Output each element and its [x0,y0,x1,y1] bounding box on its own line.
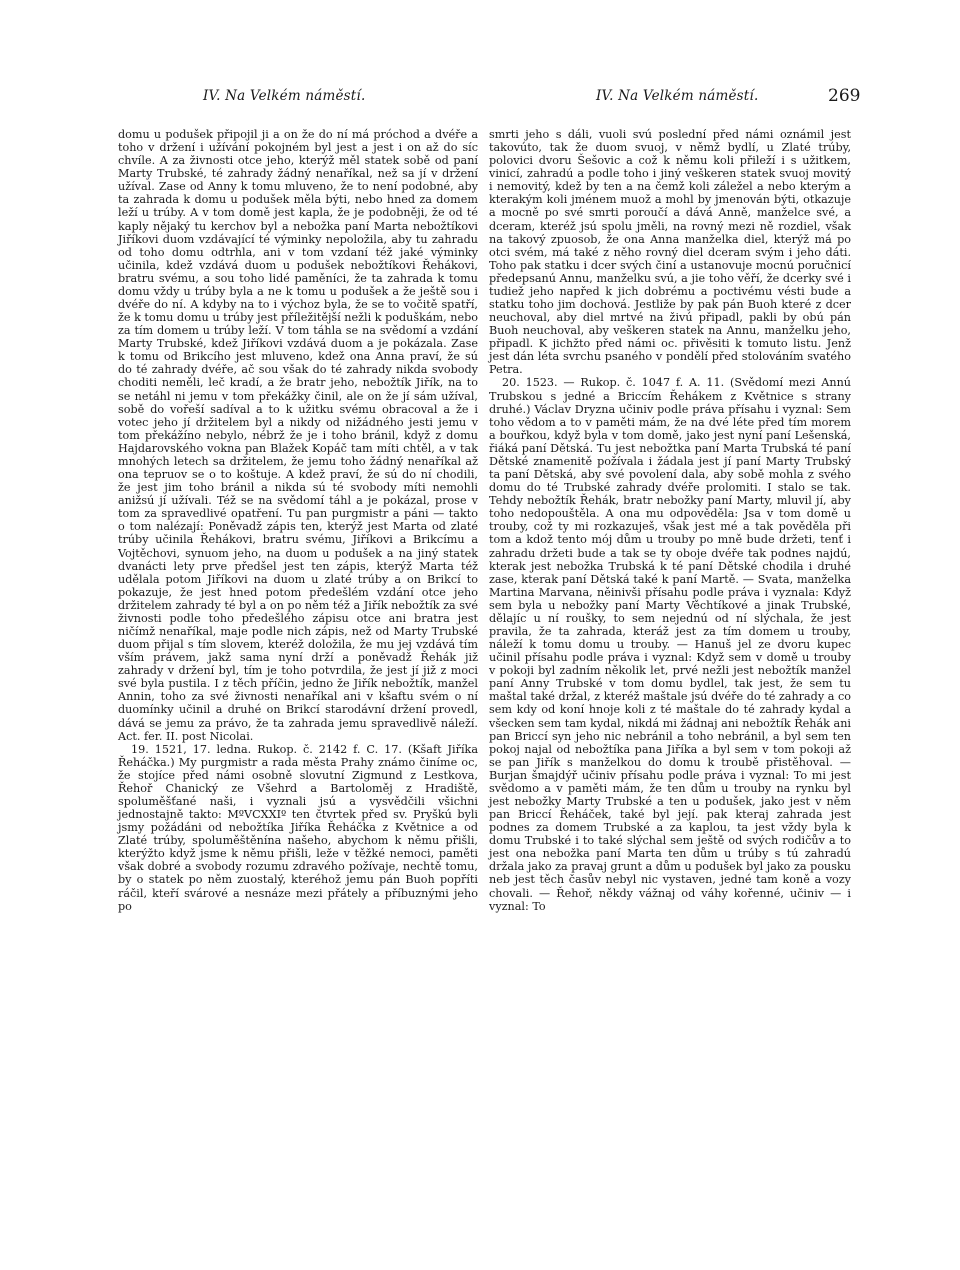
right-text-column [489,128,851,913]
left-text-column [118,128,478,913]
running-head-left: IV. Na Velkém náměstí. [203,88,366,104]
running-head-right: IV. Na Velkém náměstí. [596,88,759,104]
paragraph: 20. 1523. — Rukop. č. 1047 f. A. 11. (Svědomí mezi Annú Trubskou s jedné a Briccím Řehákem z Květnice s strany druhé.) Václav Dryzna učiniv podle práva přísahu i vyznal: Sem toho vědom a to v paměti mám, že na dvé léte před tím morem a bouřkou, když byla v tom domě, jako jest nyní paní Lešenská, řiáká paní Dětská. Tu jest nebožtka paní Marta Trubská té paní Dětské znamenitě požívala i žádala jest jí paní Marty Trubský ta paní Dětská, aby své povolení dala, aby sobě mohla z svého domu do té Trubské zahrady dvéře prolomiti. I stalo se tak. Tehdy nebožtík Řehák, bratr nebožky paní Marty, mluvil jí, aby toho nedopouštěla. A ona mu odpověděla: Jsa v tom domě u trouby, což ty mi rozkazuješ, však jest mé a tak pověděla při tom a kdož tento mój dům u trouby po mně bude držeti, tenť i zahradu držeti bude a tak se ty oboje dvéře tak podnes najdú, kterak jest nebožka Trubská k té paní Dětské chodila i druhé zase, kterak paní Dětská také k paní Martě. — Svata, manželka Martina Marvana, něinivši přísahu podle práva i vyznala: Když sem byla u nebožky paní Marty Věchtíkové a jinak Trubské, dělajíc u ní roušky, to sem nejednú od ní slýchala, že jest pravila, že ta zahrada, kteráž jest za tím domem u trouby, náleží k tomu domu u trouby. — Hanuš jel ze dvoru kupec učinil přísahu podle práva i vyznal: Když sem v domě u trouby v pokoji byl zadním několik let, prvé nežli jest nebožtík manžel paní Anny Trubské v tom domu bydlel, tak jest, že sem tu maštal také držal, z kteréž maštale jsú dvéře do té zahrady a co sem kdy od koní hnoje koli z té maštale do té zahrady kydal a všecken sem tam kydal, nikdá mi žádnaj ani nebožtík Řehák ani pan Briccí syn jeho nic nebránil a toho nebránil, a byl sem ten pokoj najal od nebožtíka pana Jiříka a byl sem v tom pokoji až se pan Jiřík s manželkou do domu k troubě přistěhoval. — Burjan šmajdýř učiniv přísahu podle práva i vyznal: To mi jest svědomo a v paměti mám, že ten dům u trouby na rynku byl jest nebožky Marty Trubské a ten u podušek, jako jest v něm pan Briccí Řeháček, také byl její. pak kteraj zahrada jest podnes za domem Trubské a za kaplou, ta jest vždy byla k domu Trubské i to také slýchal sem ještě od svých rodičův a to jest ona nebožka paní Marta ten dům u trúby s tú zahradú držala jako za pravaj grunt a dům u podušek byl jako za pousku neb jest těch časův nebyl nic vystaven, jedné tam koně a vozy chovali. — Řehoř, někdy vážnaj od váhy kořenné, učiniv — i vyznal: To [489,376,851,913]
paragraph: domu u podušek připojil ji a on že do ní má próchod a dvéře a toho v držení i užívání pokojném byl jest a jest i on až do síc chvíle. A za živnosti otce jeho, kterýž měl statek sobě od paní Marty Trubské, té zahrady žádný nenaříkal, než sa jí v držení užíval. Zase od Anny k tomu mluveno, že to není podobné, aby ta zahrada k domu u podušek měla býti, nebo hned za domem leží u trúby. A v tom domě jest kapla, že je podobněji, že od té kaply nějaký tu kerchov byl a nebožka paní Marta nebožtíkovi Jiříkovi duom vzdávající té výminky nepoložila, aby tu zahradu od toho domu odtrhla, ani v tom vzdaní též jaké výminky učinila, kdež vzdává duom u podušek nebožtíkovi Řehákovi, bratru svému, a sou toho lidé paměníci, že ta zahrada k tomu domu vždy u trúby byla a ne k tomu u podušek a že ještě sou i dvéře do ní. A kdyby na to i výchoz byla, že se to vočitě spatří, že k tomu domu u trúby jest příležitější nežli k poduškám, nebo za tím domem u trúby leží. V tom táhla se na svědomí a vzdání Marty Trubské, kdež Jiříkovi vzdává duom a je pokázala. Zase k tomu od Brikcího jest mluveno, kdež ona Anna praví, že sú do té zahrady dvéře, ač sou však do té zahrady nikda svobody choditi neměli, leč kradí, a že bratr jeho, nebožtík Jiřík, na to se netáhl ni jemu v tom překážky činil, ale on že jí sám užíval, sobě do vořeší sadíval a to k užitku svému obracoval a že i votec jeho jí držitelem byl a nikdy od nižádného jesti jemu v tom překážíno nebylo, nébrž že je i toho bránil, když z domu Hajdarovského vokna pan Blažek Kopáč tam míti chtěl, a v tak mnohých letech sa držitelem, že jemu toho žádný nenaříkal až ona tepruov se o to koštuje. A kdež praví, že sú do ní chodili, že jest jim toho bránil a nikda sú té svobody míti nemohli anižsú jí užívali. Též se na svědomí táhl a je pokázal, prose v tom za spravedlivé opatření. Tu pan purgmistr a páni — takto o tom nalézají: Poněvadž zápis ten, kterýž jest Marta od zlaté trúby učinila Řehákovi, bratru svému, Jiříkovi a Brikcímu a Vojtěchovi, synuom jeho, na duom u podušek a na jiný statek dvanácti lety prve předšel jest ten zápis, kterýž Marta též udělala potom Jiříkovi na duom u zlaté trúby a on Brikcí to pokazuje, že jest hned potom předešlém vzdání otce jeho držitelem zahrady té byl a on po něm též a Jiřík nebožtík za své živnosti podle toho předešlého zápisu otce ani bratra jest ničímž nenaříkal, maje podle nich zápis, než od Marty Trubské duom přijal s tím slovem, kteréž doložila, že mu jej vzdává tím vším právem, jakž sama nyní drží a poněvadž Řehák již zahrady v držení byl, tím je toho potvrdila, že jest jí již z moci své byla pustila. I z těch příčin, jedno že Jiřík nebožtík, manžel Annin, toho za své živnosti nenaříkal ani v kšaftu svém o ní duomínky učinil a druhé on Brikcí starodávní držení provedl, dává se jemu za právo, že ta zahrada jemu spravedlivě náleží. Act. fer. II. post Nicolai. [118,128,478,743]
paragraph: smrti jeho s dáli, vuoli svú poslední před námi oznámil jest takovúto, tak že duom svuoj, v němž bydlí, u Zlaté trúby, polovici dvoru Šešovic a což k němu koli přileží i s užitkem, vinicí, zahradú a podle toho i jiný veškeren statek svuoj movitý i nemovitý, kdež by ten a na čemž koli záležel a nebo kterým a kterakým koli jménem muož a mohl by jmenován býti, otkazuje a mocně po své smrti poroučí a dává Anně, manželce své, a dceram, kteréž jsú spolu jměli, na rovný mezi ně rozdiel, však na takový zpuosob, že ona Anna manželka diel, kterýž má po otci svém, má také z něho rovný diel dceram svým i jeho dáti. Toho pak statku i dcer svých činí a ustanovuje mocnú poručnicí předepsanú Annu, manželku svú, a jie toho věří, že dcerky své i tudiež jeho napřed k jich dobrému a poctivému vésti bude a statku toho jim dochová. Jestliže by pak pán Buoh které z dcer neuchoval, aby diel mrtvé na živú připadl, pakli by obú pán Buoh neuchoval, aby veškeren statek na Annu, manželku jeho, připadl. K jichžto před námi oc. přivěsiti k tomuto listu. Jenž jest dán léta svrchu psaného v pondělí před stolováním svatého Petra. [489,128,851,377]
paragraph: 19. 1521, 17. ledna. Rukop. č. 2142 f. C. 17. (Kšaft Jiříka Řeháčka.) My purgmistr a rada města Prahy známo činíme oc, že stojíce před námi osobně slovutní Zigmund z Lestkova, Řehoř Chanický ze Všehrd a Bartoloměj z Hradiště, spoluměšťané naši, i vyznali jsú a vysvědčili všichni jednostajně takto: MºVCXXIº ten čtvrtek před sv. Pryškú byli jsmy požádáni od nebožtíka Jiříka Řeháčka z Květnice a od Zlaté trúby, spoluměštěnína našeho, abychom k němu přišli, kterýžto když jsme k němu přišli, leže v těžké nemoci, paměti však dobré a svobody rozumu zdravého požívaje, nechtě tomu, by o statek po něm zuostalý, kteréhož jemu pán Buoh popříti ráčil, kteří svárové a nesnáze mezi přátely a příbuznými jeho po [118,742,478,913]
page-number: 269 [828,86,861,106]
